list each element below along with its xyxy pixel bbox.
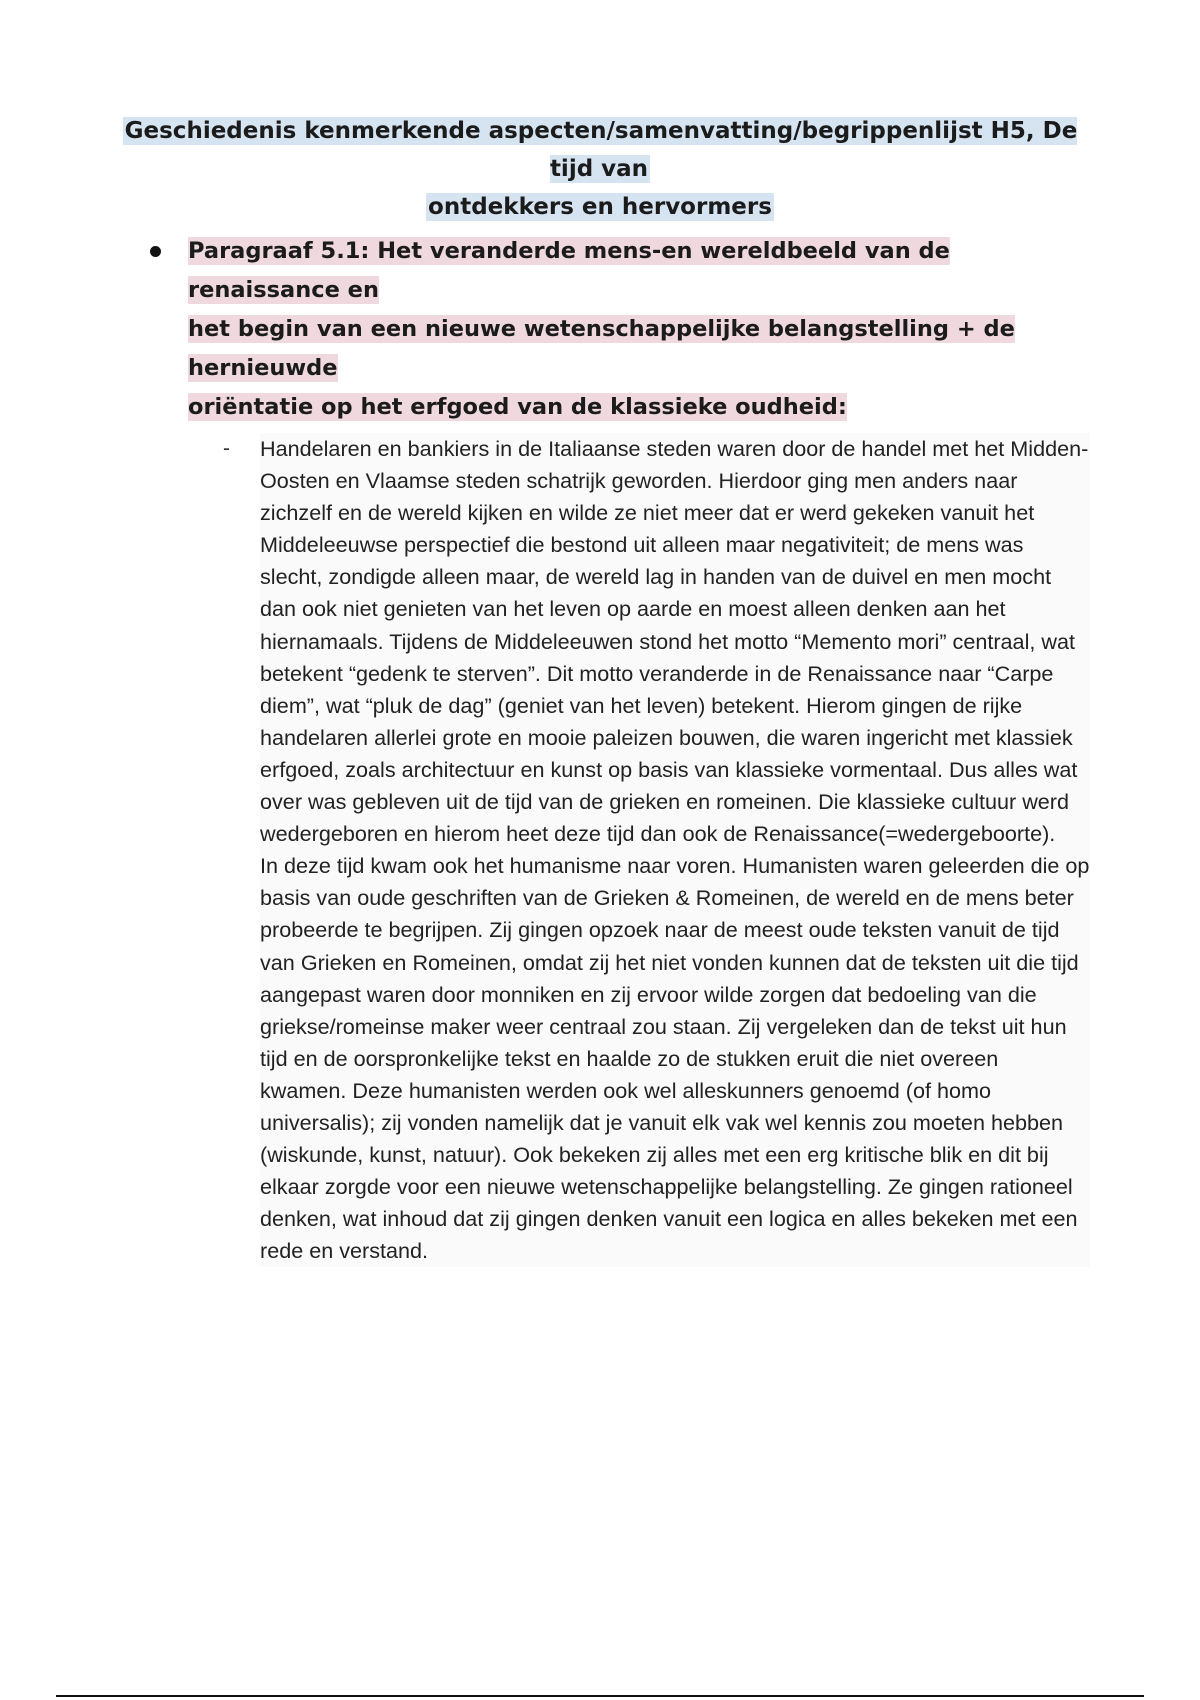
- document-title: [110, 112, 1090, 226]
- section-5-1: [150, 232, 1090, 1267]
- paragraph-renaissance: Handelaren en bankiers in de Italiaanse steden waren door de handel met het Midden-Oosten en Vlaamse steden schatrijk geworden. Hierdoor ging men anders naar zichzelf en de wereld kijken en wilde ze niet meer dat er werd gekeken vanuit het Middeleeuwse perspectief die bestond uit alleen maar negativiteit; de mens was slecht, zondigde alleen maar, de wereld lag in handen van de duivel en men mocht dan ook niet genieten van het leven op aarde en moest alleen denken aan het hiernamaals. Tijdens de Middeleeuwen stond het motto “Memento mori” centraal, wat betekent “gedenk te sterven”. Dit motto veranderde in de Renaissance naar “Carpe diem”, wat “pluk de dag” (geniet van het leven) betekent. Hierom gingen de rijke handelaren allerlei grote en mooie paleizen bouwen, die waren ingericht met klassiek erfgoed, zoals architectuur en kunst op basis van klassieke vormentaal. Dus alles wat over was gebleven uit de tijd van de grieken en romeinen. Die klassieke cultuur werd wedergeboren en hierom heet deze tijd dan ook de Renaissance(=wedergeboorte).: [260, 433, 1090, 850]
- title-line-1: Geschiedenis kenmerkende aspecten/samenvatting/begrippenlijst H5, De tijd van: [124, 118, 1078, 182]
- heading-line-1: Paragraaf 5.1: Het veranderde mens-en wereldbeeld van de renaissance en: [188, 238, 950, 303]
- footer-divider: [56, 1695, 1144, 1697]
- title-line-2: ontdekkers en hervormers: [428, 194, 772, 220]
- section-heading: [150, 232, 1090, 427]
- bullet-icon: [150, 246, 161, 257]
- paragraph-humanism: In deze tijd kwam ook het humanisme naar voren. Humanisten waren geleerden die op basis van oude geschriften van de Grieken & Romeinen, de wereld en de mens beter probeerde te begrijpen. Zij gingen opzoek naar de meest oude teksten vanuit de tijd van Grieken en Romeinen, omdat zij het niet vonden kunnen dat de teksten uit die tijd aangepast waren door monniken en zij ervoor wilde zorgen dat bedoeling van die griekse/romeinse maker weer centraal zou staan. Zij vergeleken dan de tekst uit hun tijd en de oorspronkelijke tekst en haalde zo de stukken eruit die niet overeen kwamen. Deze humanisten werden ook wel alleskunners genoemd (of homo universalis); zij vonden namelijk dat je vanuit elk vak wel kennis zou moeten hebben (wiskunde, kunst, natuur). Ook bekeken zij alles met een erg kritische blik en dit bij elkaar zorgde voor een nieuwe wetenschappelijke belangstelling. Ze gingen rationeel denken, wat inhoud dat zij gingen denken vanuit een logica en alles bekeken met een rede en verstand.: [260, 850, 1090, 1267]
- heading-line-2: het begin van een nieuwe wetenschappelijke belangstelling + de hernieuwde: [188, 316, 1015, 381]
- dash-marker: -: [223, 437, 230, 460]
- section-body: [150, 433, 1090, 1267]
- heading-line-3: oriëntatie op het erfgoed van de klassieke oudheid:: [188, 394, 847, 420]
